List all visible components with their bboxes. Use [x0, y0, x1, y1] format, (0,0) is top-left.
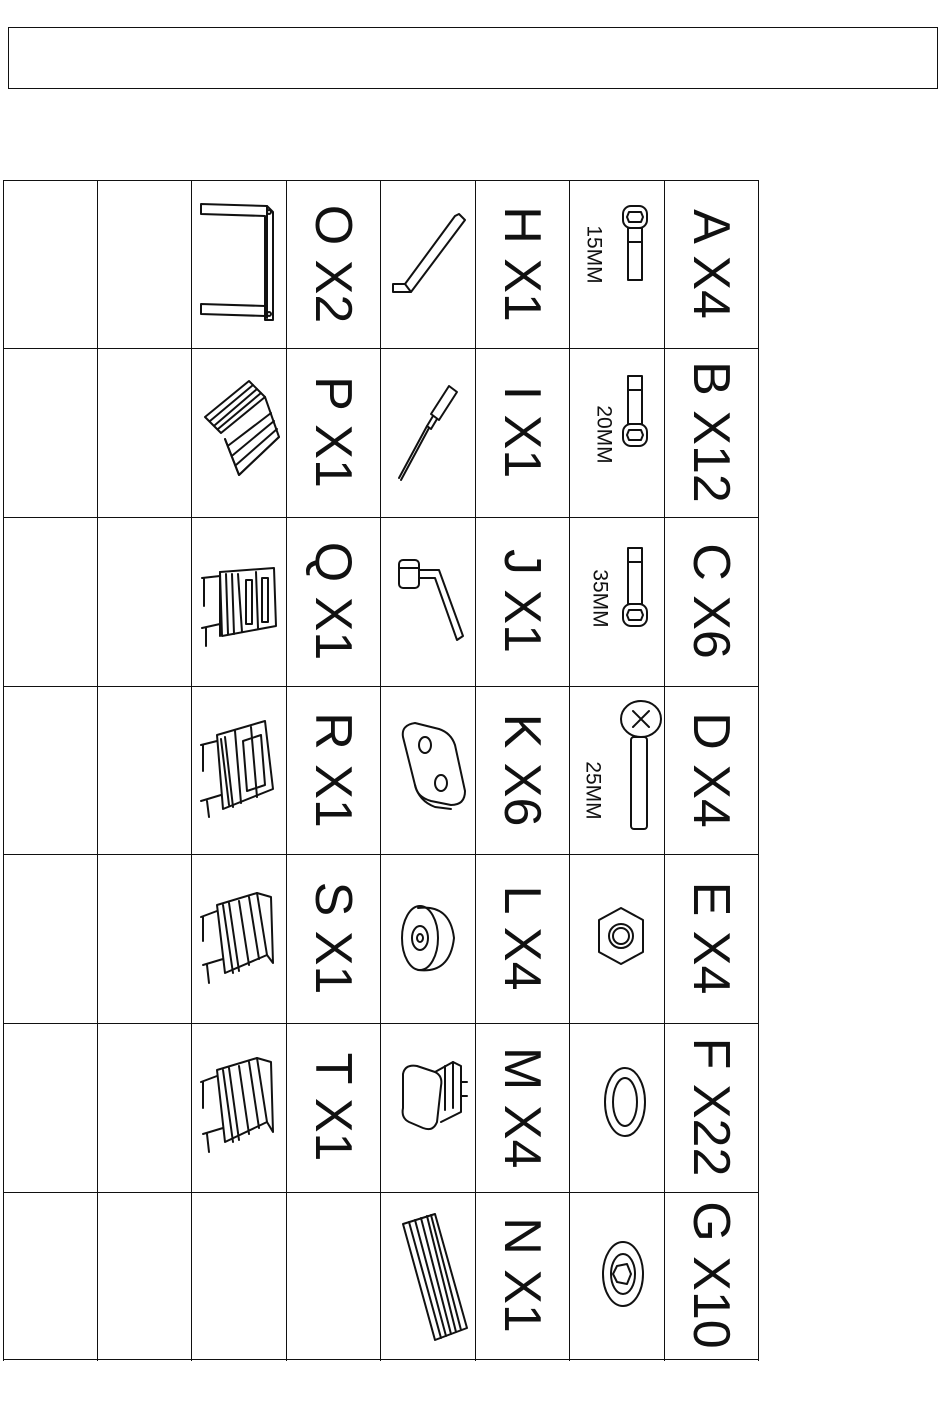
part-label-O: O X2 — [304, 204, 362, 324]
part-size-D: 25MM — [581, 761, 605, 820]
part-size-A: 15MM — [582, 225, 606, 284]
column-divider — [286, 180, 287, 1361]
title-box — [8, 27, 938, 89]
bench-assembly-icon — [195, 885, 281, 995]
leg-frame-icon — [195, 198, 283, 328]
part-label-J: J X1 — [493, 548, 551, 654]
column-divider — [380, 180, 381, 1361]
part-label-F: F X22 — [682, 1037, 740, 1177]
part-label-G: G X10 — [682, 1201, 740, 1349]
column-divider — [569, 180, 570, 1361]
part-label-D: D X4 — [682, 712, 740, 828]
row-divider — [3, 1192, 759, 1193]
l-wrench-icon — [389, 550, 473, 650]
column-divider — [191, 180, 192, 1361]
part-label-C: C X6 — [682, 543, 740, 659]
allen-key-icon — [385, 208, 471, 304]
part-label-S: S X1 — [304, 881, 362, 995]
phillips-screw-icon — [603, 695, 668, 845]
part-label-L: L X4 — [493, 885, 551, 991]
part-label-P: P X1 — [304, 376, 362, 488]
row-divider — [3, 854, 759, 855]
column-divider — [97, 180, 98, 1361]
parts-table — [3, 180, 759, 1361]
screwdriver-icon — [393, 380, 463, 490]
slatted-panel-icon — [395, 1210, 475, 1350]
row-divider — [3, 1023, 759, 1024]
row-divider — [3, 348, 759, 349]
part-label-M: M X4 — [493, 1047, 551, 1169]
bolt-hex-socket-icon — [603, 202, 663, 327]
chair-assembly-icon — [195, 715, 281, 825]
part-label-B: B X12 — [682, 361, 740, 503]
part-size-C: 35MM — [588, 569, 612, 628]
cap-nut-icon — [595, 1230, 655, 1320]
column-divider — [475, 180, 476, 1361]
wheel-icon — [398, 900, 462, 980]
chair-assembly-icon — [198, 562, 280, 652]
part-label-H: H X1 — [493, 206, 551, 322]
row-divider — [3, 517, 759, 518]
part-label-T: T X1 — [304, 1052, 362, 1162]
foot-cap-icon — [395, 1052, 473, 1142]
table-border-right — [758, 180, 759, 1361]
table-border-top — [3, 180, 759, 181]
row-divider — [3, 686, 759, 687]
table-border-bottom — [3, 1359, 759, 1360]
part-size-B: 20MM — [592, 405, 616, 464]
bench-assembly-icon — [195, 1052, 281, 1164]
connecting-plate-icon — [395, 715, 471, 815]
washer-icon — [595, 1058, 655, 1148]
part-label-A: A X4 — [682, 209, 740, 319]
part-label-N: N X1 — [493, 1217, 551, 1333]
part-label-I: I X1 — [493, 385, 551, 479]
part-label-K: K X6 — [493, 713, 551, 827]
table-border-left — [3, 180, 4, 1361]
folded-seat-icon — [199, 375, 285, 487]
part-label-E: E X4 — [682, 881, 740, 995]
part-label-Q: Q X1 — [304, 541, 362, 661]
part-label-R: R X1 — [304, 712, 362, 828]
bolt-hex-socket-icon — [603, 542, 663, 667]
hex-nut-icon — [591, 900, 651, 980]
